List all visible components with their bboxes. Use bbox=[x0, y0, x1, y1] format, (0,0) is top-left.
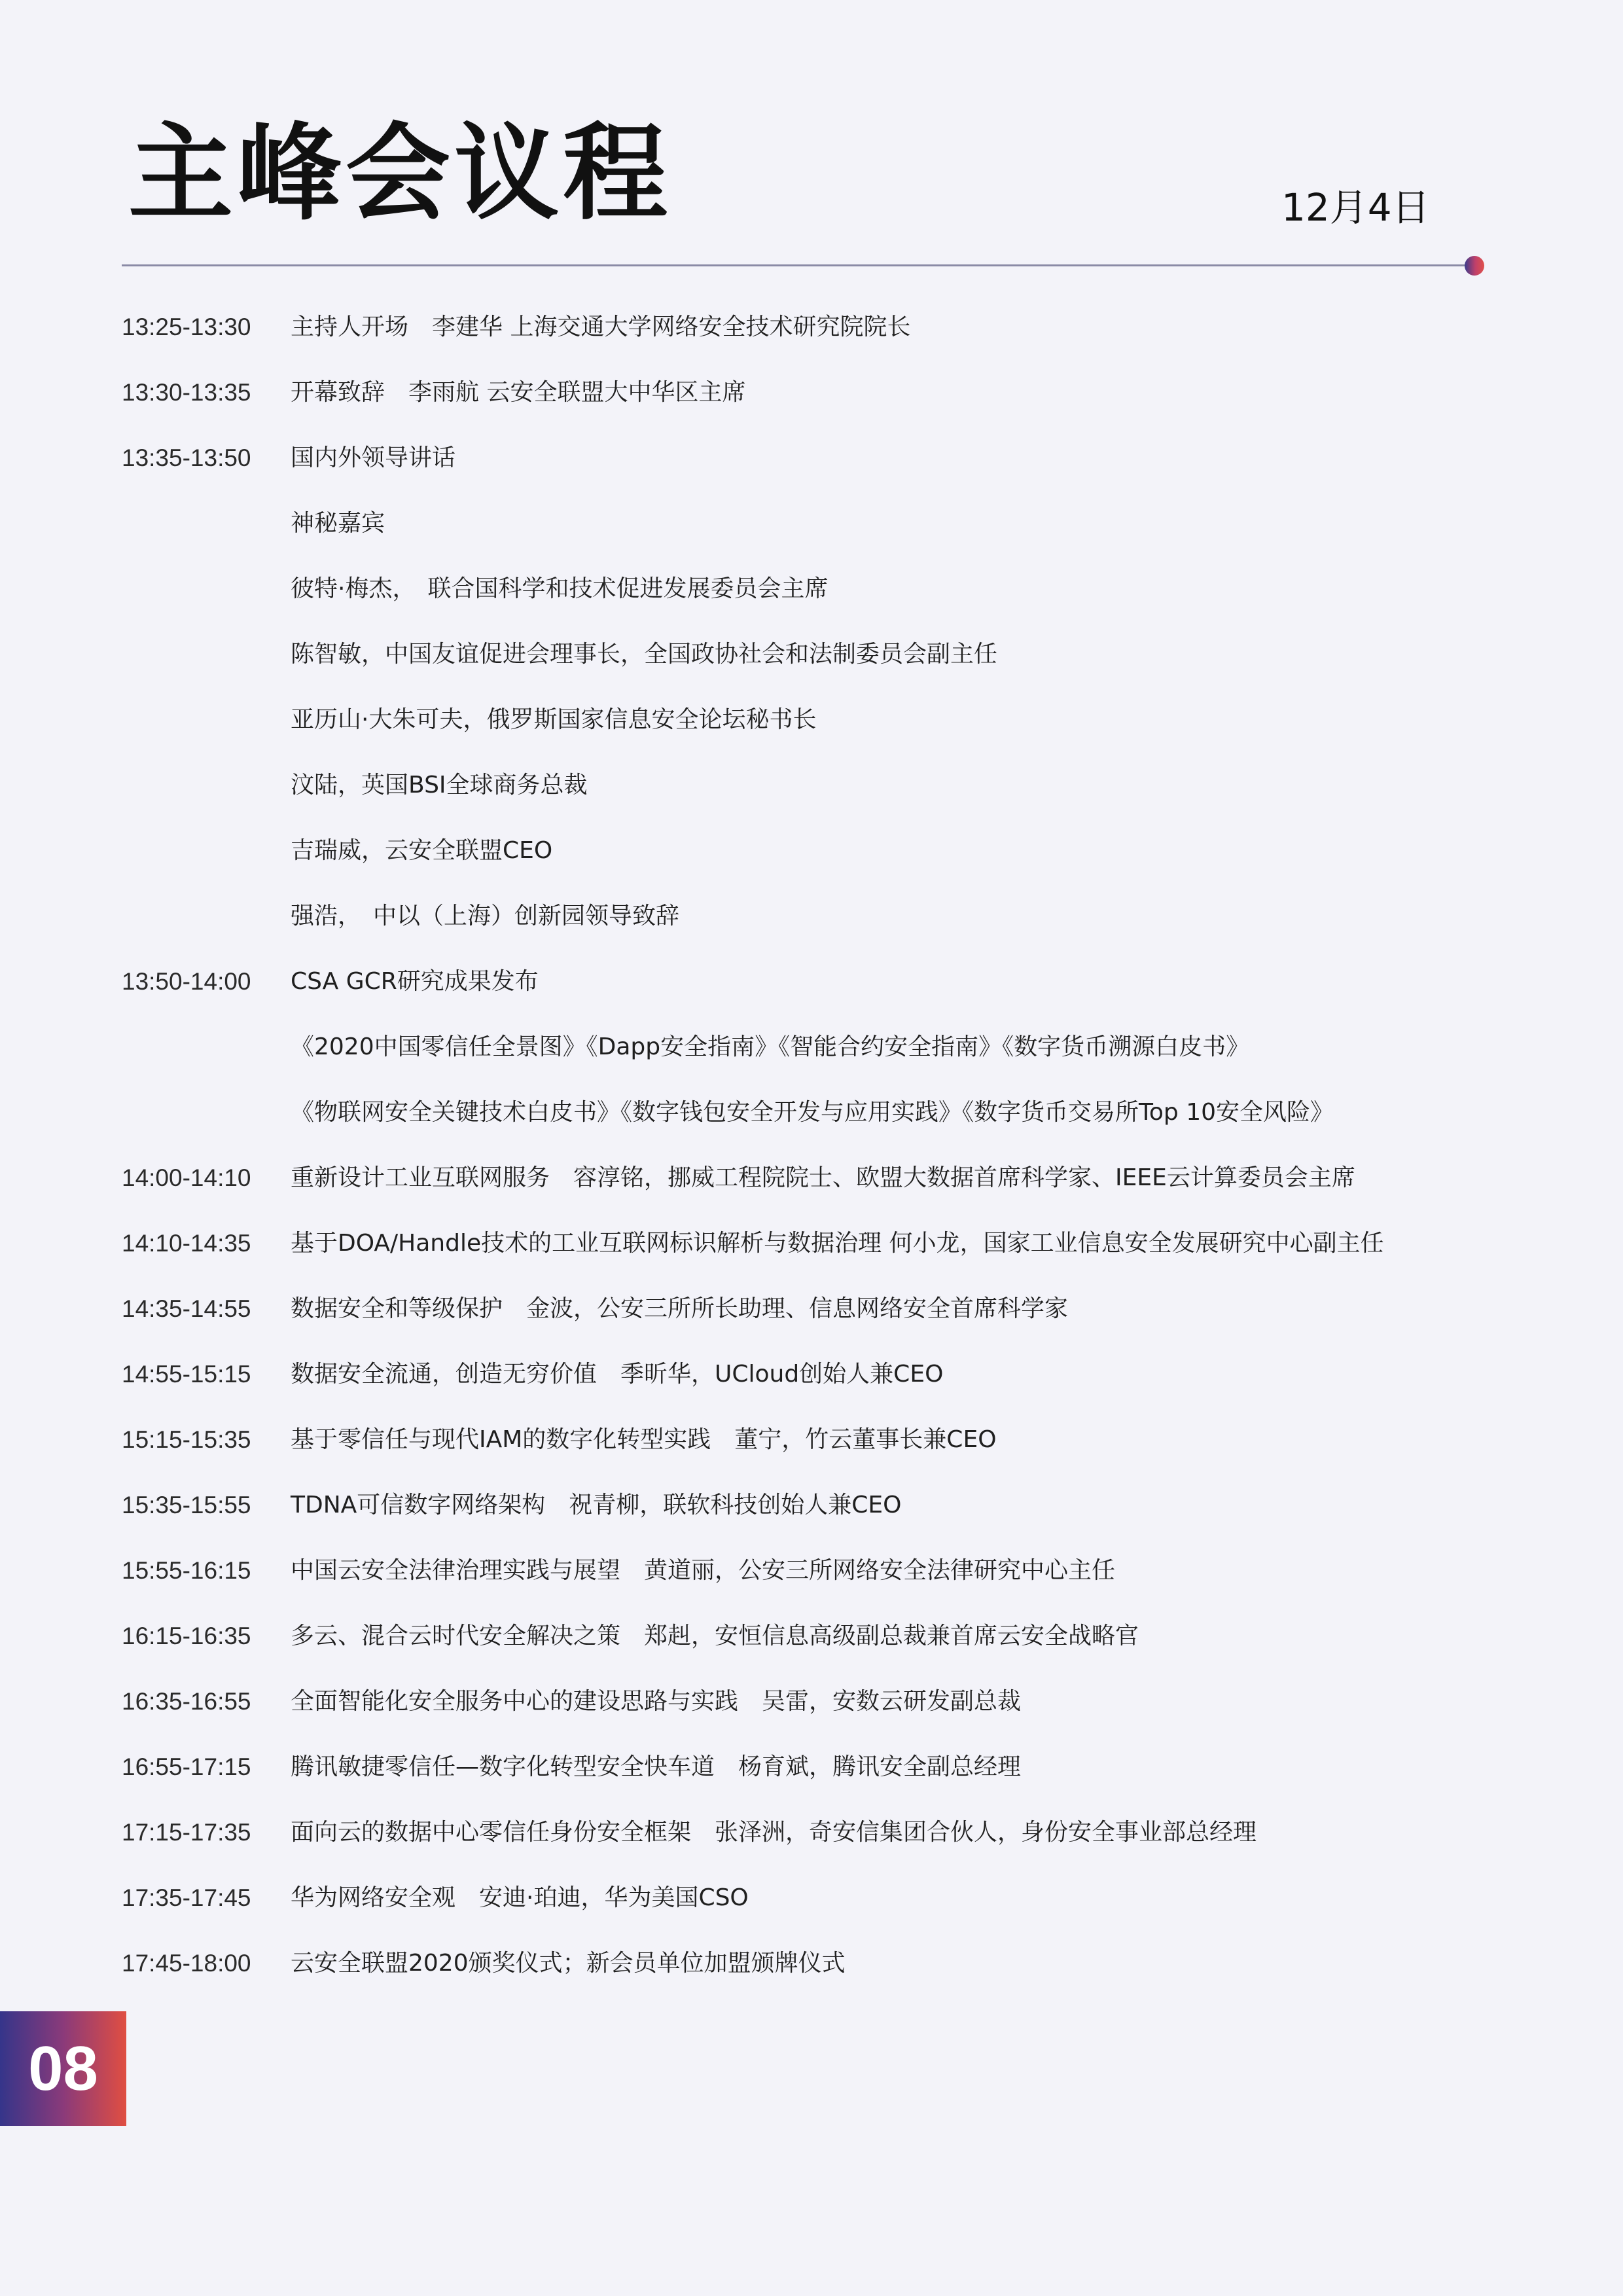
agenda-content: TDNA可信数字网络架构 祝青柳，联软科技创始人兼CEO bbox=[291, 1492, 902, 1518]
agenda-content: 面向云的数据中心零信任身份安全框架 张泽洲，奇安信集团合伙人，身份安全事业部总经理 bbox=[291, 1819, 1257, 1846]
agenda-content: 开幕致辞 李雨航 云安全联盟大中华区主席 bbox=[291, 379, 746, 406]
agenda-content: 多云、混合云时代安全解决之策 郑赳，安恒信息高级副总裁兼首席云安全战略官 bbox=[291, 1623, 1139, 1649]
agenda-content: 数据安全和等级保护 金波，公安三所所长助理、信息网络安全首席科学家 bbox=[291, 1295, 1069, 1322]
agenda-row bbox=[122, 1813, 1496, 1878]
agenda-time: 14:10-14:35 bbox=[122, 1230, 251, 1257]
agenda-time: 16:15-16:35 bbox=[122, 1623, 251, 1649]
agenda-content: 陈智敏，中国友谊促进会理事长，全国政协社会和法制委员会副主任 bbox=[291, 641, 998, 668]
agenda-row bbox=[122, 1028, 1496, 1093]
agenda-row bbox=[122, 1486, 1496, 1551]
agenda-content: 强浩， 中以（上海）创新园领导致辞 bbox=[291, 903, 680, 929]
agenda-time: 15:55-16:15 bbox=[122, 1557, 251, 1584]
agenda-row bbox=[122, 635, 1496, 700]
agenda-content: 主持人开场 李建华 上海交通大学网络安全技术研究院院长 bbox=[291, 314, 911, 340]
agenda-row bbox=[122, 1944, 1496, 2009]
agenda-content: 腾讯敏捷零信任—数字化转型安全快车道 杨育斌，腾讯安全副总经理 bbox=[291, 1753, 1022, 1780]
agenda-row bbox=[122, 897, 1496, 962]
agenda-content: CSA GCR研究成果发布 bbox=[291, 968, 539, 995]
agenda-row bbox=[122, 1878, 1496, 1944]
agenda-time: 14:00-14:10 bbox=[122, 1164, 251, 1191]
page-number-badge: 08 bbox=[0, 2011, 126, 2126]
agenda-list bbox=[122, 308, 1496, 2009]
agenda-content: 《2020中国零信任全景图》《Dapp安全指南》《智能合约安全指南》《数字货币溯源白皮书》 bbox=[291, 1033, 1250, 1060]
event-date: 12月4日 bbox=[1281, 185, 1430, 230]
agenda-time: 17:45-18:00 bbox=[122, 1950, 251, 1977]
agenda-row bbox=[122, 1355, 1496, 1420]
agenda-row bbox=[122, 1420, 1496, 1486]
agenda-row bbox=[122, 1224, 1496, 1289]
agenda-content: 云安全联盟2020颁奖仪式；新会员单位加盟颁牌仪式 bbox=[291, 1950, 846, 1977]
agenda-time: 13:25-13:30 bbox=[122, 314, 251, 340]
agenda-row bbox=[122, 1289, 1496, 1355]
agenda-content: 基于DOA/Handle技术的工业互联网标识解析与数据治理 何小龙，国家工业信息安全发展研究中心副主任 bbox=[291, 1230, 1384, 1257]
page-title: 主峰会议程 bbox=[128, 112, 672, 234]
agenda-row bbox=[122, 308, 1496, 373]
agenda-time: 15:35-15:55 bbox=[122, 1492, 251, 1518]
agenda-time: 14:55-15:15 bbox=[122, 1361, 251, 1388]
agenda-time: 13:50-14:00 bbox=[122, 968, 251, 995]
agenda-content: 重新设计工业互联网服务 容淳铭，挪威工程院院士、欧盟大数据首席科学家、IEEE云计算委员会主席 bbox=[291, 1164, 1355, 1191]
agenda-time: 17:35-17:45 bbox=[122, 1884, 251, 1911]
agenda-row bbox=[122, 569, 1496, 635]
agenda-row bbox=[122, 831, 1496, 897]
agenda-content: 神秘嘉宾 bbox=[291, 510, 385, 537]
header-divider bbox=[122, 264, 1473, 266]
agenda-content: 汶陆，英国BSI全球商务总裁 bbox=[291, 772, 588, 798]
agenda-time: 16:35-16:55 bbox=[122, 1688, 251, 1715]
agenda-row bbox=[122, 766, 1496, 831]
agenda-time: 17:15-17:35 bbox=[122, 1819, 251, 1846]
agenda-row bbox=[122, 1551, 1496, 1617]
agenda-content: 彼特·梅杰， 联合国科学和技术促进发展委员会主席 bbox=[291, 575, 829, 602]
agenda-content: 全面智能化安全服务中心的建设思路与实践 吴雷，安数云研发副总裁 bbox=[291, 1688, 1022, 1715]
agenda-row bbox=[122, 1682, 1496, 1748]
agenda-row bbox=[122, 504, 1496, 569]
agenda-content: 国内外领导讲话 bbox=[291, 444, 456, 471]
agenda-time: 16:55-17:15 bbox=[122, 1753, 251, 1780]
agenda-content: 数据安全流通，创造无穷价值 季昕华，UCloud创始人兼CEO bbox=[291, 1361, 944, 1388]
agenda-row bbox=[122, 1748, 1496, 1813]
agenda-row bbox=[122, 1093, 1496, 1158]
agenda-row bbox=[122, 1158, 1496, 1224]
agenda-content: 中国云安全法律治理实践与展望 黄道丽，公安三所网络安全法律研究中心主任 bbox=[291, 1557, 1116, 1584]
agenda-time: 13:30-13:35 bbox=[122, 379, 251, 406]
agenda-time: 14:35-14:55 bbox=[122, 1295, 251, 1322]
agenda-content: 《物联网安全关键技术白皮书》《数字钱包安全开发与应用实践》《数字货币交易所Top 10安全风险》 bbox=[291, 1099, 1334, 1126]
agenda-content: 华为网络安全观 安迪·珀迪，华为美国CSO bbox=[291, 1884, 749, 1911]
agenda-content: 基于零信任与现代IAM的数字化转型实践 董宁，竹云董事长兼CEO bbox=[291, 1426, 997, 1453]
agenda-row bbox=[122, 700, 1496, 766]
agenda-row bbox=[122, 439, 1496, 504]
agenda-time: 13:35-13:50 bbox=[122, 444, 251, 471]
agenda-content: 吉瑞威，云安全联盟CEO bbox=[291, 837, 553, 864]
agenda-time: 15:15-15:35 bbox=[122, 1426, 251, 1453]
divider-dot-icon bbox=[1465, 256, 1484, 276]
agenda-content: 亚历山·大朱可夫，俄罗斯国家信息安全论坛秘书长 bbox=[291, 706, 817, 733]
agenda-row bbox=[122, 962, 1496, 1028]
agenda-row bbox=[122, 1617, 1496, 1682]
agenda-row bbox=[122, 373, 1496, 439]
